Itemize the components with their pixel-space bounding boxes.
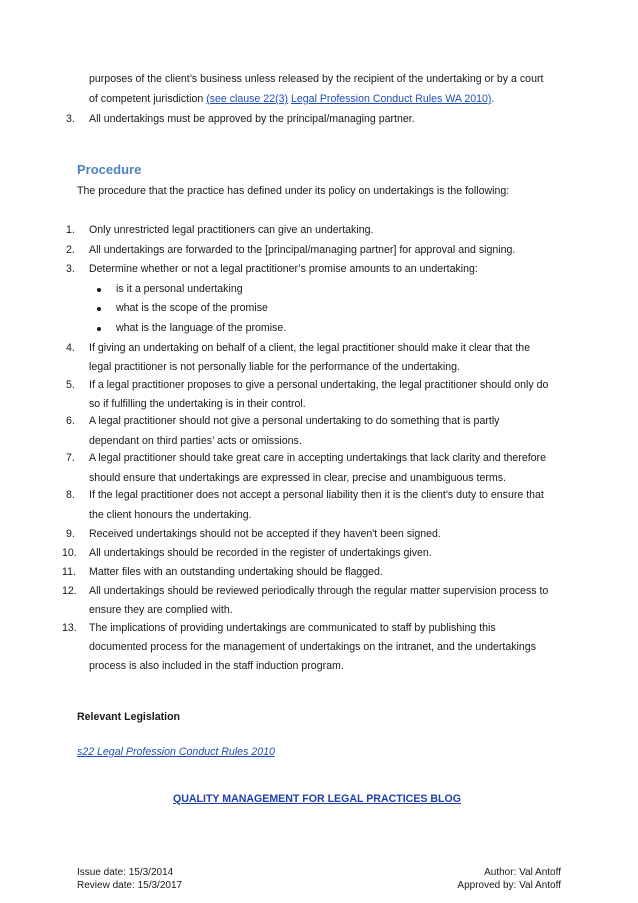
procedure-heading: Procedure <box>77 162 142 177</box>
list-item-text: ensure they are complied with. <box>89 604 233 616</box>
list-item-number: 8. <box>66 489 75 501</box>
bullet-icon <box>97 288 101 292</box>
list-item-text: If the legal practitioner does not accept a personal liability then it is the client's duty to ensure that <box>89 489 544 501</box>
issue-date: Issue date: 15/3/2014 <box>77 867 174 878</box>
top-item-3-text: All undertakings must be approved by the principal/managing partner. <box>89 113 415 125</box>
list-item-text: A legal practitioner should take great care in accepting undertakings that lack clarity and therefore <box>89 452 546 464</box>
review-date: Review date: 15/3/2017 <box>77 880 183 891</box>
continuation-line-1: purposes of the client’s business unless released by the recipient of the undertaking or by a court <box>89 73 544 85</box>
conduct-rules-link[interactable]: Legal Profession Conduct Rules WA 2010) <box>291 93 492 105</box>
clause-22-link[interactable]: (see clause 22(3) <box>206 93 289 105</box>
list-item-text: All undertakings should be recorded in the register of undertakings given. <box>89 547 432 559</box>
list-item-text: Only unrestricted legal practitioners can give an undertaking. <box>89 224 374 236</box>
list-item-number: 5. <box>66 379 75 391</box>
list-item-number: 4. <box>66 342 75 354</box>
list-item-number: 13. <box>62 622 77 634</box>
top-item-3-number: 3. <box>66 113 75 125</box>
list-item-number: 7. <box>66 452 75 464</box>
list-item-number: 9. <box>66 528 75 540</box>
continuation-line-2-prefix: of competent jurisdiction <box>89 93 207 105</box>
list-item-number: 6. <box>66 415 75 427</box>
author: Author: Val Antoff <box>484 867 561 878</box>
list-item-number: 1. <box>66 224 75 236</box>
list-item-text: If giving an undertaking on behalf of a client, the legal practitioner should make it clear that the <box>89 342 531 354</box>
list-item-text: process is also included in the staff induction program. <box>89 660 344 672</box>
list-item-text: The implications of providing undertakings are communicated to staff by publishing this <box>89 622 496 634</box>
list-item-text: so if fulfilling the undertaking is in their control. <box>89 398 306 410</box>
s22-legislation-link[interactable]: s22 Legal Profession Conduct Rules 2010 <box>77 746 275 758</box>
sub-bullet-text: what is the language of the promise. <box>116 322 287 334</box>
list-item-text: legal practitioner is not personally liable for the performance of the undertaking. <box>89 361 460 373</box>
continuation-line-2-suffix: . <box>491 93 495 105</box>
list-item-number: 10. <box>62 547 77 559</box>
list-item-text: If a legal practitioner proposes to give a personal undertaking, the legal practitioner should only do <box>89 379 549 391</box>
procedure-intro: The procedure that the practice has defined under its policy on undertakings is the following: <box>77 185 510 197</box>
list-item-number: 2. <box>66 244 75 256</box>
list-item-text: Matter files with an outstanding undertaking should be flagged. <box>89 566 383 578</box>
bullet-icon <box>97 327 101 331</box>
sub-bullet-text: what is the scope of the promise <box>116 302 268 314</box>
list-item-text: documented process for the management of undertakings on the intranet, and the undertakings <box>89 641 536 653</box>
continuation-line-2 <box>89 92 494 106</box>
list-item-text: A legal practitioner should not give a personal undertaking to do something that is partly <box>89 415 500 427</box>
list-item-text: All undertakings should be reviewed periodically through the regular matter supervision process to <box>89 585 549 597</box>
blog-link[interactable]: QUALITY MANAGEMENT FOR LEGAL PRACTICES BLOG <box>173 793 461 805</box>
list-item-text: should ensure that undertakings are expressed in clear, precise and unambiguous terms. <box>89 472 506 484</box>
list-item-text: All undertakings are forwarded to the [principal/managing partner] for approval and signing. <box>89 244 516 256</box>
list-item-text: the client honours the undertaking. <box>89 509 252 521</box>
list-item-number: 12. <box>62 585 77 597</box>
sub-bullet-text: is it a personal undertaking <box>116 283 243 295</box>
list-item-number: 11. <box>62 566 76 578</box>
bullet-icon <box>97 307 101 311</box>
list-item-number: 3. <box>66 263 75 275</box>
list-item-text: Determine whether or not a legal practitioner’s promise amounts to an undertaking: <box>89 263 478 275</box>
relevant-legislation-heading: Relevant Legislation <box>77 711 181 723</box>
approved-by: Approved by: Val Antoff <box>457 880 561 891</box>
list-item-text: dependant on third parties’ acts or omissions. <box>89 435 302 447</box>
list-item-text: Received undertakings should not be accepted if they haven't been signed. <box>89 528 441 540</box>
